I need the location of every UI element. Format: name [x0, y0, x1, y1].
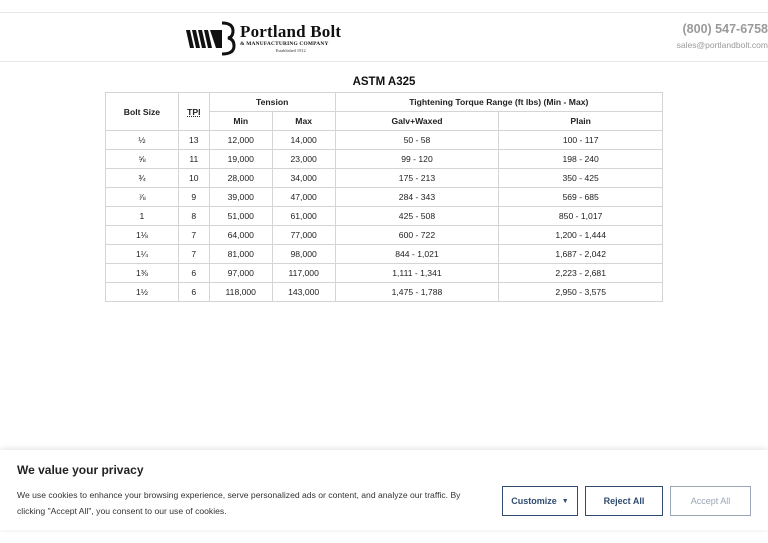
tpi-cell: 8 [178, 207, 209, 226]
table-row [106, 226, 663, 245]
portland-bolt-logo[interactable] [186, 20, 341, 56]
tpi-cell: 10 [178, 169, 209, 188]
cookie-title: We value your privacy [17, 463, 144, 477]
bolt-size-cell: ⅝ [106, 150, 179, 169]
plain-cell: 1,200 - 1,444 [499, 226, 663, 245]
accept-all-button[interactable] [670, 486, 751, 516]
plain-cell: 350 - 425 [499, 169, 663, 188]
torque-table [105, 92, 663, 302]
tension-max-cell: 117,000 [272, 264, 335, 283]
customize-button[interactable] [502, 486, 578, 516]
email-link[interactable]: sales@portlandbolt.com [676, 40, 768, 50]
tpi-cell: 7 [178, 245, 209, 264]
bolt-size-cell: 1⅛ [106, 226, 179, 245]
tension-min-cell: 81,000 [209, 245, 272, 264]
bolt-size-cell: ¾ [106, 169, 179, 188]
reject-all-button[interactable] [585, 486, 663, 516]
caret-down-icon: ▼ [561, 497, 569, 505]
tension-max-cell: 143,000 [272, 283, 335, 302]
bolt-logo-icon [186, 20, 238, 56]
header-bolt-size: Bolt Size [106, 93, 179, 131]
contact-info [677, 22, 768, 50]
plain-cell: 100 - 117 [499, 131, 663, 150]
tpi-cell: 6 [178, 264, 209, 283]
bolt-size-cell: 1¼ [106, 245, 179, 264]
brand-subtitle: & MANUFACTURING COMPANY [240, 41, 329, 48]
header-tension: Tension [209, 93, 335, 112]
table-row [106, 150, 663, 169]
table-row [106, 283, 663, 302]
galv-waxed-cell: 175 - 213 [335, 169, 499, 188]
brand-established: Established 1912 [275, 47, 306, 53]
plain-cell: 850 - 1,017 [499, 207, 663, 226]
plain-cell: 198 - 240 [499, 150, 663, 169]
cookie-message: We use cookies to enhance your browsing experience, serve personalized ads or content, and analyze our traffic. By clicking "Accept All", you consent to our use of cookies. [17, 490, 461, 516]
accept-label: Accept All [690, 496, 731, 506]
table-row [106, 245, 663, 264]
tpi-cell: 7 [178, 226, 209, 245]
table-row [106, 131, 663, 150]
plain-cell: 2,223 - 2,681 [499, 264, 663, 283]
tension-min-cell: 39,000 [209, 188, 272, 207]
tension-min-cell: 12,000 [209, 131, 272, 150]
header-torque-range: Tightening Torque Range (ft lbs) (Min - Max) [335, 93, 662, 112]
galv-waxed-cell: 1,475 - 1,788 [335, 283, 499, 302]
table-row [106, 188, 663, 207]
galv-waxed-cell: 50 - 58 [335, 131, 499, 150]
tpi-cell: 11 [178, 150, 209, 169]
tension-min-cell: 64,000 [209, 226, 272, 245]
tension-max-cell: 23,000 [272, 150, 335, 169]
customize-label: Customize [511, 496, 557, 506]
tension-min-cell: 118,000 [209, 283, 272, 302]
tpi-abbr: TPI [187, 106, 201, 117]
header-tpi[interactable] [178, 93, 209, 131]
tension-max-cell: 14,000 [272, 131, 335, 150]
tpi-cell: 6 [178, 283, 209, 302]
tpi-cell: 9 [178, 188, 209, 207]
tension-min-cell: 19,000 [209, 150, 272, 169]
header-plain: Plain [499, 112, 663, 131]
header-min: Min [209, 112, 272, 131]
site-header [0, 13, 768, 62]
table-title: ASTM A325 [352, 76, 416, 88]
galv-waxed-cell: 284 - 343 [335, 188, 499, 207]
galv-waxed-cell: 844 - 1,021 [335, 245, 499, 264]
table-body [106, 131, 663, 302]
tension-max-cell: 61,000 [272, 207, 335, 226]
tension-max-cell: 77,000 [272, 226, 335, 245]
plain-cell: 1,687 - 2,042 [499, 245, 663, 264]
galv-waxed-cell: 1,111 - 1,341 [335, 264, 499, 283]
bolt-size-cell: ½ [106, 131, 179, 150]
galv-waxed-cell: 99 - 120 [335, 150, 499, 169]
bolt-size-cell: 1⅜ [106, 264, 179, 283]
bolt-size-cell: ⅞ [106, 188, 179, 207]
tension-max-cell: 47,000 [272, 188, 335, 207]
tension-max-cell: 34,000 [272, 169, 335, 188]
cookie-banner [0, 450, 768, 530]
bolt-size-cell: 1 [106, 207, 179, 226]
tension-min-cell: 51,000 [209, 207, 272, 226]
table-row [106, 169, 663, 188]
tension-min-cell: 97,000 [209, 264, 272, 283]
plain-cell: 2,950 - 3,575 [499, 283, 663, 302]
tension-max-cell: 98,000 [272, 245, 335, 264]
galv-waxed-cell: 425 - 508 [335, 207, 499, 226]
reject-label: Reject All [603, 496, 645, 506]
header-galv-waxed: Galv+Waxed [335, 112, 499, 131]
header-max: Max [272, 112, 335, 131]
galv-waxed-cell: 600 - 722 [335, 226, 499, 245]
table-row [106, 264, 663, 283]
brand-name: Portland Bolt [240, 22, 342, 42]
bolt-size-cell: 1½ [106, 283, 179, 302]
tpi-cell: 13 [178, 131, 209, 150]
phone-link[interactable]: (800) 547-6758 [682, 22, 768, 36]
tension-min-cell: 28,000 [209, 169, 272, 188]
plain-cell: 569 - 685 [499, 188, 663, 207]
table-row [106, 207, 663, 226]
